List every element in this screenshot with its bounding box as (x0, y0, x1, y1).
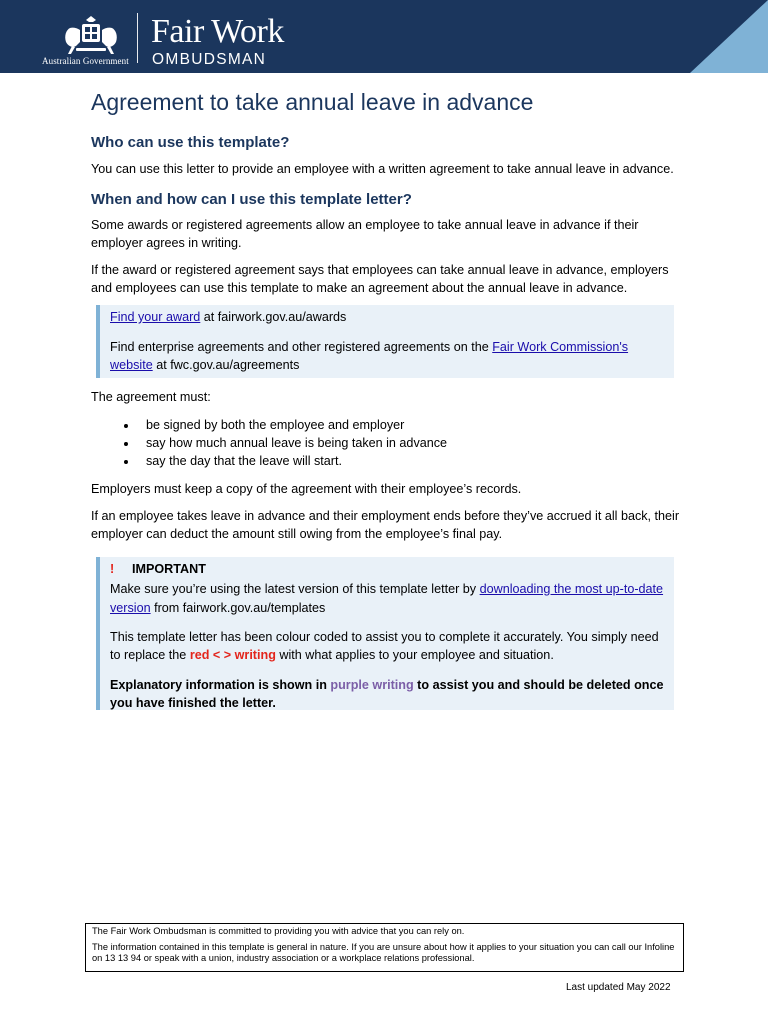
colour-coded-text: This template letter has been colour coded to assist you to complete it accurately. You simply need to replace the (110, 630, 659, 662)
important-box (96, 557, 674, 710)
footer-line-1: The Fair Work Ombudsman is committed to providing you with advice that you can rely on. (92, 926, 465, 936)
agreements-line (110, 338, 664, 374)
award-info-box (96, 305, 674, 378)
australian-government-label: Australian Government (42, 56, 129, 66)
important-exclamation-icon: ! (110, 562, 115, 576)
section-when-para2: If the award or registered agreement says that employees can take annual leave in advance, employers and employees can use this template to make an agreement about the annual leave in advance. (91, 263, 669, 295)
footer-disclaimer-box (85, 923, 684, 972)
explanatory-text: Explanatory information is shown in (110, 678, 331, 692)
document-body (91, 86, 681, 710)
list-item: • say how much annual leave is being taken in advance (138, 434, 681, 452)
important-heading (110, 560, 664, 578)
find-your-award-link[interactable]: Find your award (110, 310, 201, 324)
brand-name: Fair Work (151, 13, 284, 50)
page-title: Agreement to take annual leave in advance (91, 89, 534, 115)
award-line (110, 308, 664, 326)
brand-subtitle: OMBUDSMAN (152, 51, 267, 68)
header-banner (0, 0, 768, 73)
deduct-pay-para: If an employee takes leave in advance and their employment ends before they’ve accrued it all back, their employer can deduct the amount still owing from the employee’s final pay. (91, 509, 680, 541)
red-writing-sample: red < > writing (189, 648, 276, 662)
list-item: • say the day that the leave will start. (138, 452, 681, 470)
colour-coded-suffix: with what applies to your employee and situation. (275, 648, 554, 662)
section-heading-when: When and how can I use this template letter? (91, 191, 412, 208)
important-colour-coded (110, 628, 664, 664)
purple-writing-sample: purple writing (330, 678, 414, 692)
keep-copy-para: Employers must keep a copy of the agreement with their employee’s records. (91, 482, 522, 496)
header-corner-triangle (690, 0, 768, 73)
agreements-line-text: Find enterprise agreements and other registered agreements on the (110, 340, 493, 354)
latest-version-text: Make sure you’re using the latest version of this template letter by (110, 582, 480, 596)
section-when-para1: Some awards or registered agreements allow an employee to take annual leave in advance if their employer agrees in writing. (91, 218, 639, 250)
last-updated: Last updated May 2022 (566, 982, 671, 993)
agreements-line-suffix: at fwc.gov.au/agreements (152, 358, 300, 372)
coat-of-arms-icon (62, 16, 120, 56)
fwc-website-link[interactable]: Fair Work Commission's website (110, 340, 629, 372)
latest-version-suffix: from fairwork.gov.au/templates (150, 601, 326, 615)
agreement-must-intro: The agreement must: (91, 390, 211, 404)
explanatory-suffix: to assist you and should be deleted once you have finished the letter. (110, 678, 664, 710)
important-latest-version (110, 580, 664, 618)
download-latest-link[interactable]: downloading the most up-to-date version (110, 582, 664, 615)
important-title: IMPORTANT (132, 562, 206, 576)
footer-line-2: The information contained in this template is general in nature. If you are unsure about how it applies to your situation you can call our Infoline on 13 13 94 or speak with a union, industry association or a workplace relations professional. (92, 942, 675, 963)
brand-divider (137, 13, 138, 63)
important-explanatory (110, 676, 664, 712)
section-heading-who: Who can use this template? (91, 134, 290, 151)
award-line-text: at fairwork.gov.au/awards (200, 310, 347, 324)
section-who-text: You can use this letter to provide an employee with a written agreement to take annual leave in advance. (91, 162, 674, 176)
list-item: • be signed by both the employee and employer (138, 416, 681, 434)
agreement-must-list (91, 416, 681, 470)
